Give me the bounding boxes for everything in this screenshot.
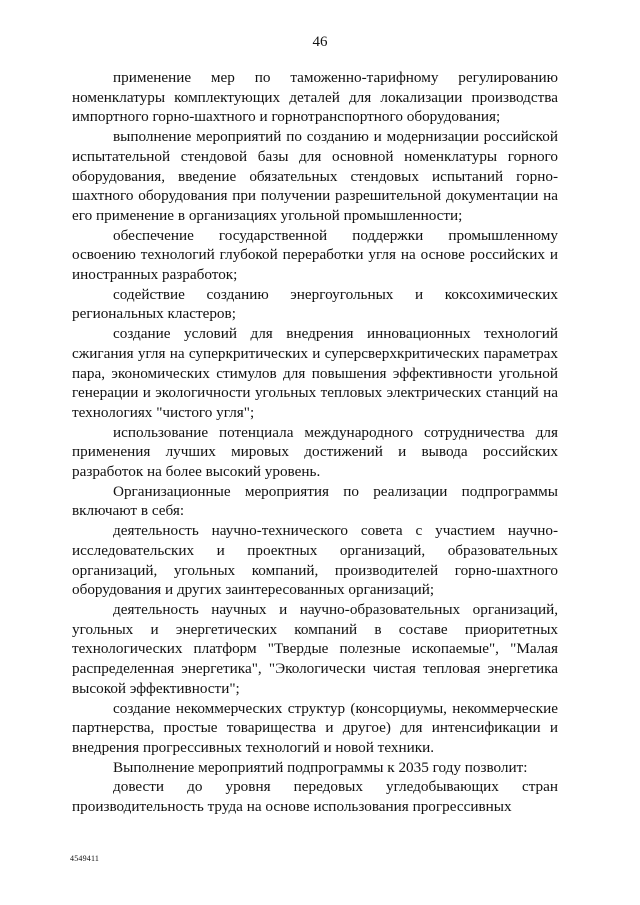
- paragraph: создание некоммерческих структур (консорциумы, некоммерческие партнерства, простые товарищества и другое) для интенсификации и внедрения прогрессивных технологий и новой техники.: [72, 699, 558, 756]
- paragraph: использование потенциала международного сотрудничества для применения лучших мировых достижений и вывода российских разработок на более высокий уровень.: [72, 423, 558, 481]
- body-text: [72, 68, 558, 817]
- document-code: 4549411: [70, 854, 100, 863]
- paragraph: Выполнение мероприятий подпрограммы к 2035 году позволит:: [113, 758, 528, 776]
- paragraph: Организационные мероприятия по реализации подпрограммы включают в себя:: [72, 482, 558, 520]
- page-number: 46: [312, 34, 328, 50]
- paragraph: деятельность научно-технического совета с участием научно-исследовательских и проектных организаций, образовательных организаций, угольных компаний, производителей горно-шахтного оборудования и других заинтересованных организаций;: [72, 522, 558, 599]
- paragraph: обеспечение государственной поддержки промышленному освоению технологий глубокой переработки угля на основе российских и иностранных разработок;: [72, 226, 558, 284]
- paragraph: создание условий для внедрения инновационных технологий сжигания угля на суперкритических и суперсверхкритических параметрах пара, экономических стимулов для повышения эффективности угольной генерации и экологичности угольных тепловых электрических станций на технологиях "чистого угля";: [72, 325, 558, 421]
- paragraph: применение мер по таможенно-тарифному регулированию номенклатуры комплектующих деталей для локализации производства импортного горно-шахтного и горнотранспортного оборудования;: [72, 69, 558, 126]
- paragraph: выполнение мероприятий по созданию и модернизации российской испытательной стендовой базы для основной номенклатуры горного оборудования, введение обязательных стендовых испытаний горно-шахтного оборудования при получении разрешительной документации на его применение в организациях угольной промышленности;: [72, 128, 558, 224]
- paragraph: деятельность научных и научно-образовательных организаций, угольных и энергетических компаний в составе приоритетных технологических платформ "Твердые полезные ископаемые", "Малая распределенная энергетика", "Экологически чистая тепловая энергетика высокой эффективности";: [72, 600, 558, 697]
- paragraph: содействие созданию энергоугольных и коксохимических региональных кластеров;: [72, 285, 558, 323]
- paragraph: довести до уровня передовых угледобывающих стран производительность труда на основе использования прогрессивных: [72, 778, 558, 816]
